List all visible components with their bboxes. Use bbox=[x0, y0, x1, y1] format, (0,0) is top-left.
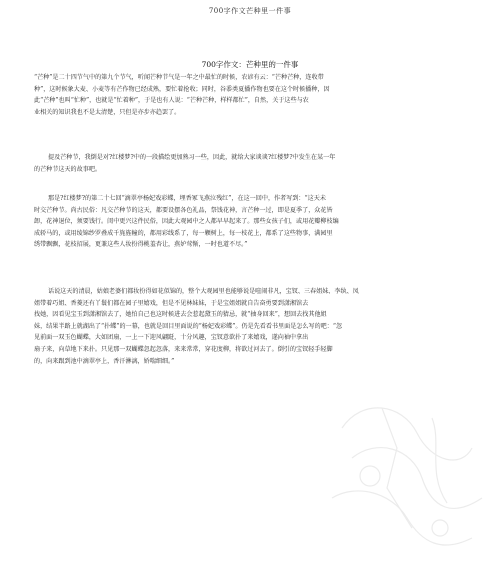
paragraph-line: 时交芒种节。尚古民俗：凡交芒种节的这天，都要设摆各色礼品，祭饯花神，言芒种一过，即是夏季了，众花皆 bbox=[34, 206, 333, 214]
paragraph-2 bbox=[34, 152, 466, 175]
paragraph-line: 成轿马的，或用绫锦纱罗叠成千旄旌幢的，都用彩线系了，每一颗树上，每一枝花上，都系了这些物事，满园里 bbox=[34, 229, 333, 237]
paragraph-line: 种”，这时候象大麦、小麦等有芒作物已经成熟，要忙着抢收；同时，谷黍类夏播作物也要在这个时候播种，因 bbox=[34, 85, 330, 93]
paragraph-line: 绣带飘飘，花枝招展，更兼这些人妆扮得桃羞杏让，燕妒莺惭，一时也道不尽。” bbox=[34, 241, 248, 249]
paragraph-1 bbox=[34, 72, 466, 118]
paragraph-3 bbox=[34, 193, 466, 251]
paragraph-line: 见前面一双玉色蝴蝶，大如团扇，一上一下迎风翩跹，十分风趣，宝钗意欲扑了来嬉戏，遂向袖中拿出 bbox=[34, 334, 309, 342]
paragraph-line: “芒种”是二十四节气中的第九个节气，听闻芒种节气是一年之中最忙的时候，农谚有云：“芒种芒种，连收带 bbox=[34, 74, 324, 81]
paragraph-line: 姐带着巧姐、香菱还有丫鬟们都在园子里嬉戏，但是不见林妹妹，于是宝姐姐就自告奋勇要到潇湘馆去 bbox=[34, 299, 309, 307]
paragraph-line: 的，向来跟到池中滴翠亭上，香汗淋漓，娇喘细细。” bbox=[34, 357, 175, 365]
paragraph-line: 妹，结果半路上就湖出了“扑蝶”的一幕，也就是回目里面说的“杨妃戏彩蝶”。仍是先看看书里面是怎么写的吧：“忽 bbox=[34, 322, 343, 330]
document-title: 700字作文：芒种里的一件事 bbox=[201, 60, 299, 69]
paragraph-line: 此“芒种”也叫“忙种”，也就是“忙着种”，于是也有人说：“芒种芒种，样样都忙”，自然，关于这些与农 bbox=[34, 97, 309, 105]
paragraph-line: 扇子来，向草地下来扑。只见那一双蝴蝶忽起忽落，来来常常，穿花度柳，将欲过河去了。倒引的宝钗轻手轻脚 bbox=[34, 345, 333, 353]
paragraph-4 bbox=[34, 286, 466, 367]
paragraph-line: 卸，花神退位，须要饯行。闺中更兴这件民俗，因此大观园中之人都早早起来了。那些女孩子们，或用花瓣柳枝编 bbox=[34, 218, 339, 226]
paragraph-line: 提及芒种节，我倒是对?红楼梦?中的一段描绘更加熟习一些，因此，就给大家谈谈?红楼梦?中发生在某一年 bbox=[48, 154, 336, 161]
paragraph-line: 的芒种节这天的故事吧。 bbox=[34, 165, 102, 173]
paragraph-line: 业相关的知识我也不是太清楚，只但是亦步亦趋罢了。 bbox=[34, 108, 181, 116]
paragraph-line: 找她，因看见宝玉到潇湘馆去了，她怕自己也这时候进去会惹起黛玉的猜忌，就“抽身回来”，想回去找其他姐 bbox=[34, 311, 327, 319]
decorative-watermark bbox=[322, 388, 492, 563]
paragraph-line: 话说这天的清晨，姑娘老婆们都妆扮得如花似锦的，整个大观园里也能够说是喧闹非凡，宝钗、三春姐妹、李纨、凤 bbox=[48, 288, 359, 295]
paragraph-line: 那是?红楼梦?的第二十七回“滴翠亭杨妃戏彩蝶，埋香冢飞燕泣残红”，在这一回中，作者写到：“这天未 bbox=[48, 195, 326, 202]
running-header: 700字作文芒种里一件事 bbox=[208, 7, 292, 15]
